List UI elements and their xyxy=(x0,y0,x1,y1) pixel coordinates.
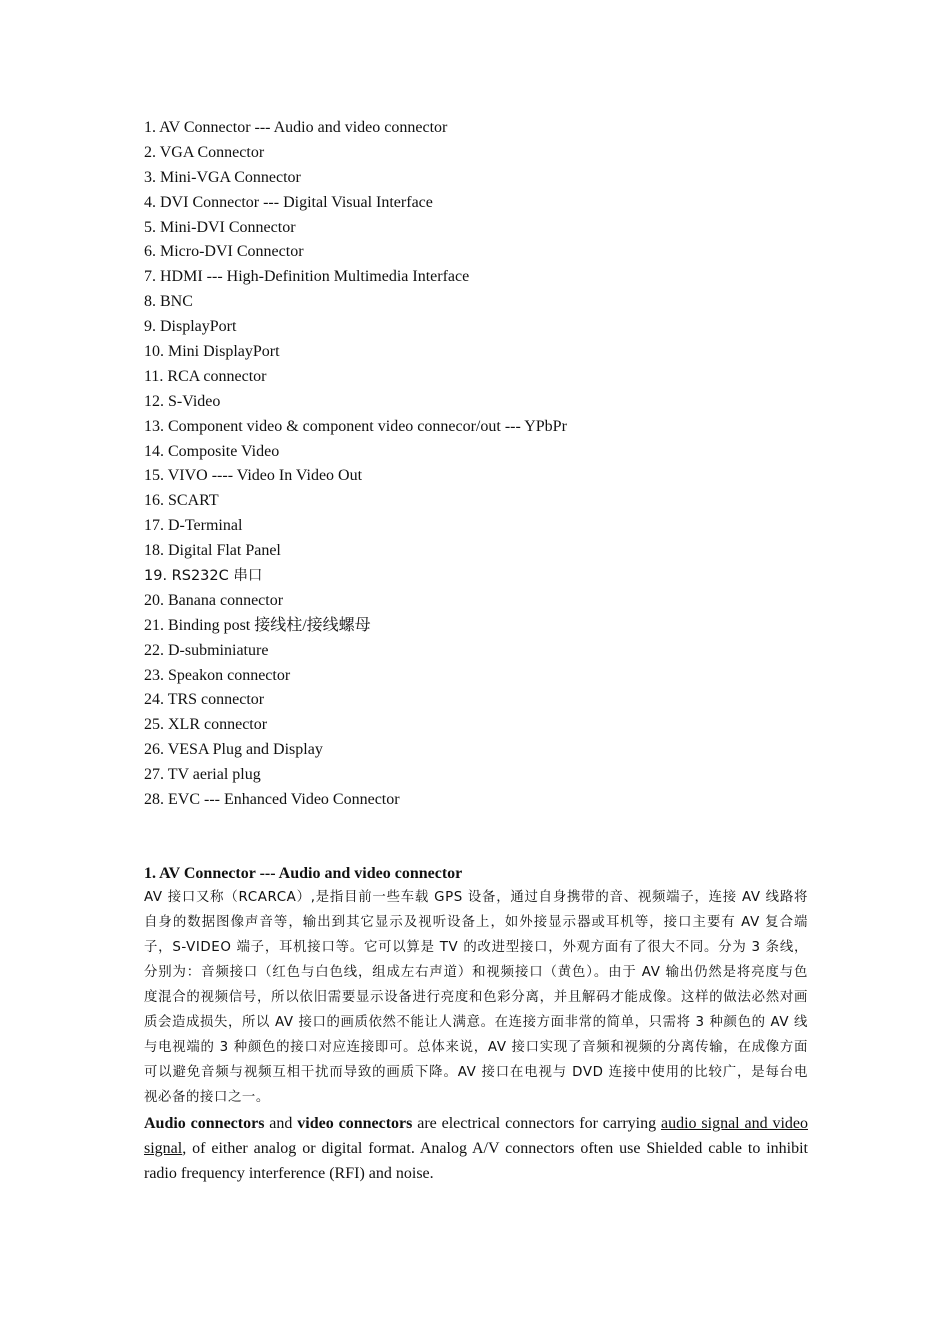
list-item: 19. RS232C 串口 xyxy=(144,568,263,585)
connector-list xyxy=(144,116,808,813)
text-segment: are electrical connectors for carrying xyxy=(412,1114,661,1132)
list-item: 16. SCART xyxy=(144,492,219,510)
list-item: 13. Component video & component video connecor/out --- YPbPr xyxy=(144,417,567,435)
text-segment: , of either analog or digital format. Analog A/V connectors often use Shielded cable to inhibit radio frequency interference (RFI) and noise. xyxy=(144,1139,808,1182)
list-item: 2. VGA Connector xyxy=(144,143,265,161)
list-item: 14. Composite Video xyxy=(144,442,280,460)
list-item: 1. AV Connector --- Audio and video connector xyxy=(144,119,448,136)
list-item: 10. Mini DisplayPort xyxy=(144,343,280,361)
section-av-connector xyxy=(144,862,808,1186)
list-item: 3. Mini-VGA Connector xyxy=(144,168,301,186)
list-item: 23. Speakon connector xyxy=(144,666,291,684)
list-item: 25. XLR connector xyxy=(144,716,268,734)
list-item: 7. HDMI --- High-Definition Multimedia Interface xyxy=(144,268,470,286)
list-item: 28. EVC --- Enhanced Video Connector xyxy=(144,791,400,809)
list-item: 26. VESA Plug and Display xyxy=(144,741,323,759)
chinese-paragraph: AV 接口又称（RCARCA）,是指目前一些车载 GPS 设备，通过自身携带的音、视频端子，连接 AV 线路将自身的数据图像声音等，输出到其它显示及视听设备上，如外接显示器或耳机等，接口主要有 AV 复合端子，S-VIDEO 端子，耳机接口等。它可以算是 TV 的改进型接口，外观方面有了很大不同。分为 3 条线，分别为：音频接口（红色与白色线，组成左右声道）和视频接口（黄色）。由于 AV 输出仍然是将亮度与色度混合的视频信号，所以依旧需要显示设备进行亮度和色彩分离，并且解码才能成像。这样的做法必然对画质会造成损失，所以 AV 接口的画质依然不能让人满意。在连接方面非常的简单，只需将 3 种颜色的 AV 线与电视端的 3 种颜色的接口对应连接即可。总体来说，AV 接口实现了音频和视频的分离传输，在成像方面可以避免音频与视频互相干扰而导致的画质下降。AV 接口在电视与 DVD 连接中使用的比较广，是每台电视必备的接口之一。 xyxy=(144,890,808,1105)
list-item: 4. DVI Connector --- Digital Visual Interface xyxy=(144,193,433,211)
list-item: 12. S-Video xyxy=(144,392,221,410)
list-item: 8. BNC xyxy=(144,293,193,311)
link-audio-video-signal[interactable]: audio signal and video signal xyxy=(144,1114,809,1157)
list-item: 18. Digital Flat Panel xyxy=(144,542,281,560)
list-item: 17. D-Terminal xyxy=(144,517,243,535)
list-item: 24. TRS connector xyxy=(144,691,265,709)
section-title: 1. AV Connector --- Audio and video connector xyxy=(144,864,463,882)
list-item: 5. Mini-DVI Connector xyxy=(144,218,296,236)
bold-term-audio-connectors: Audio connectors xyxy=(144,1114,265,1132)
list-item: 22. D-subminiature xyxy=(144,641,269,659)
bold-term-video-connectors: video connectors xyxy=(297,1114,413,1132)
english-paragraph xyxy=(144,1111,808,1186)
list-item: 9. DisplayPort xyxy=(144,318,237,336)
text-segment: and xyxy=(264,1114,298,1132)
list-item: 15. VIVO ---- Video In Video Out xyxy=(144,467,363,485)
list-item: 6. Micro-DVI Connector xyxy=(144,243,304,261)
document-page xyxy=(144,116,808,1186)
list-item: 20. Banana connector xyxy=(144,591,284,609)
list-item: 21. Binding post 接线柱/接线螺母 xyxy=(144,616,371,634)
list-item: 11. RCA connector xyxy=(144,367,267,385)
list-item: 27. TV aerial plug xyxy=(144,766,261,784)
